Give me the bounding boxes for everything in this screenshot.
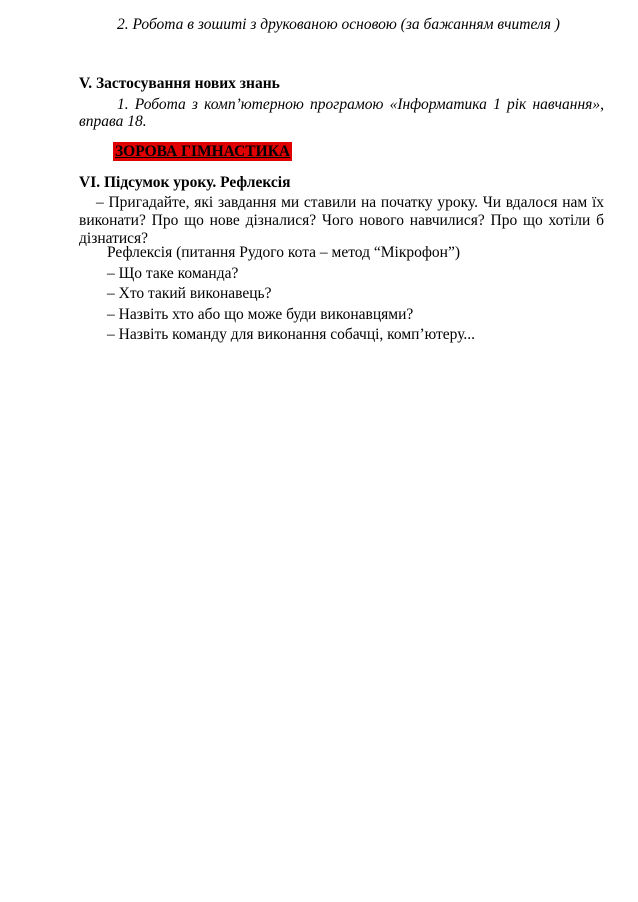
section-5-item-1-line-1: 1. Робота з комп’ютерною програмою «Інформатика 1 рік навчання», bbox=[117, 96, 604, 113]
section-6-paragraph-line-3: дізнатися? bbox=[79, 230, 149, 247]
section-6-paragraph-line-2: виконати? Про що нове дізналися? Чого нового навчилися? Про що хотіли б bbox=[79, 212, 604, 229]
section-6-heading: VI. Підсумок уроку. Рефлексія bbox=[79, 174, 291, 191]
question-item: – Що таке команда? bbox=[107, 265, 239, 282]
section-6-paragraph-line-1: – Пригадайте, які завдання ми ставили на початку уроку. Чи вдалося нам їх bbox=[96, 194, 604, 211]
task-item-2: 2. Робота в зошиті з друкованою основою (за бажанням вчителя ) bbox=[117, 16, 560, 33]
eye-gymnastics-block bbox=[113, 143, 292, 161]
question-item: – Назвіть команду для виконання собачці, комп’ютеру... bbox=[107, 326, 476, 343]
question-item: – Хто такий виконавець? bbox=[107, 285, 272, 302]
section-5-heading: V. Застосування нових знань bbox=[79, 75, 280, 92]
eye-gymnastics-highlight: ЗОРОВА ГІМНАСТИКА bbox=[115, 143, 291, 160]
question-item: – Назвіть хто або що може буди виконавцями? bbox=[107, 306, 414, 323]
section-5-item-1-line-2: вправа 18. bbox=[79, 113, 147, 130]
reflection-method: Рефлексія (питання Рудого кота – метод “Мікрофон”) bbox=[107, 244, 460, 261]
